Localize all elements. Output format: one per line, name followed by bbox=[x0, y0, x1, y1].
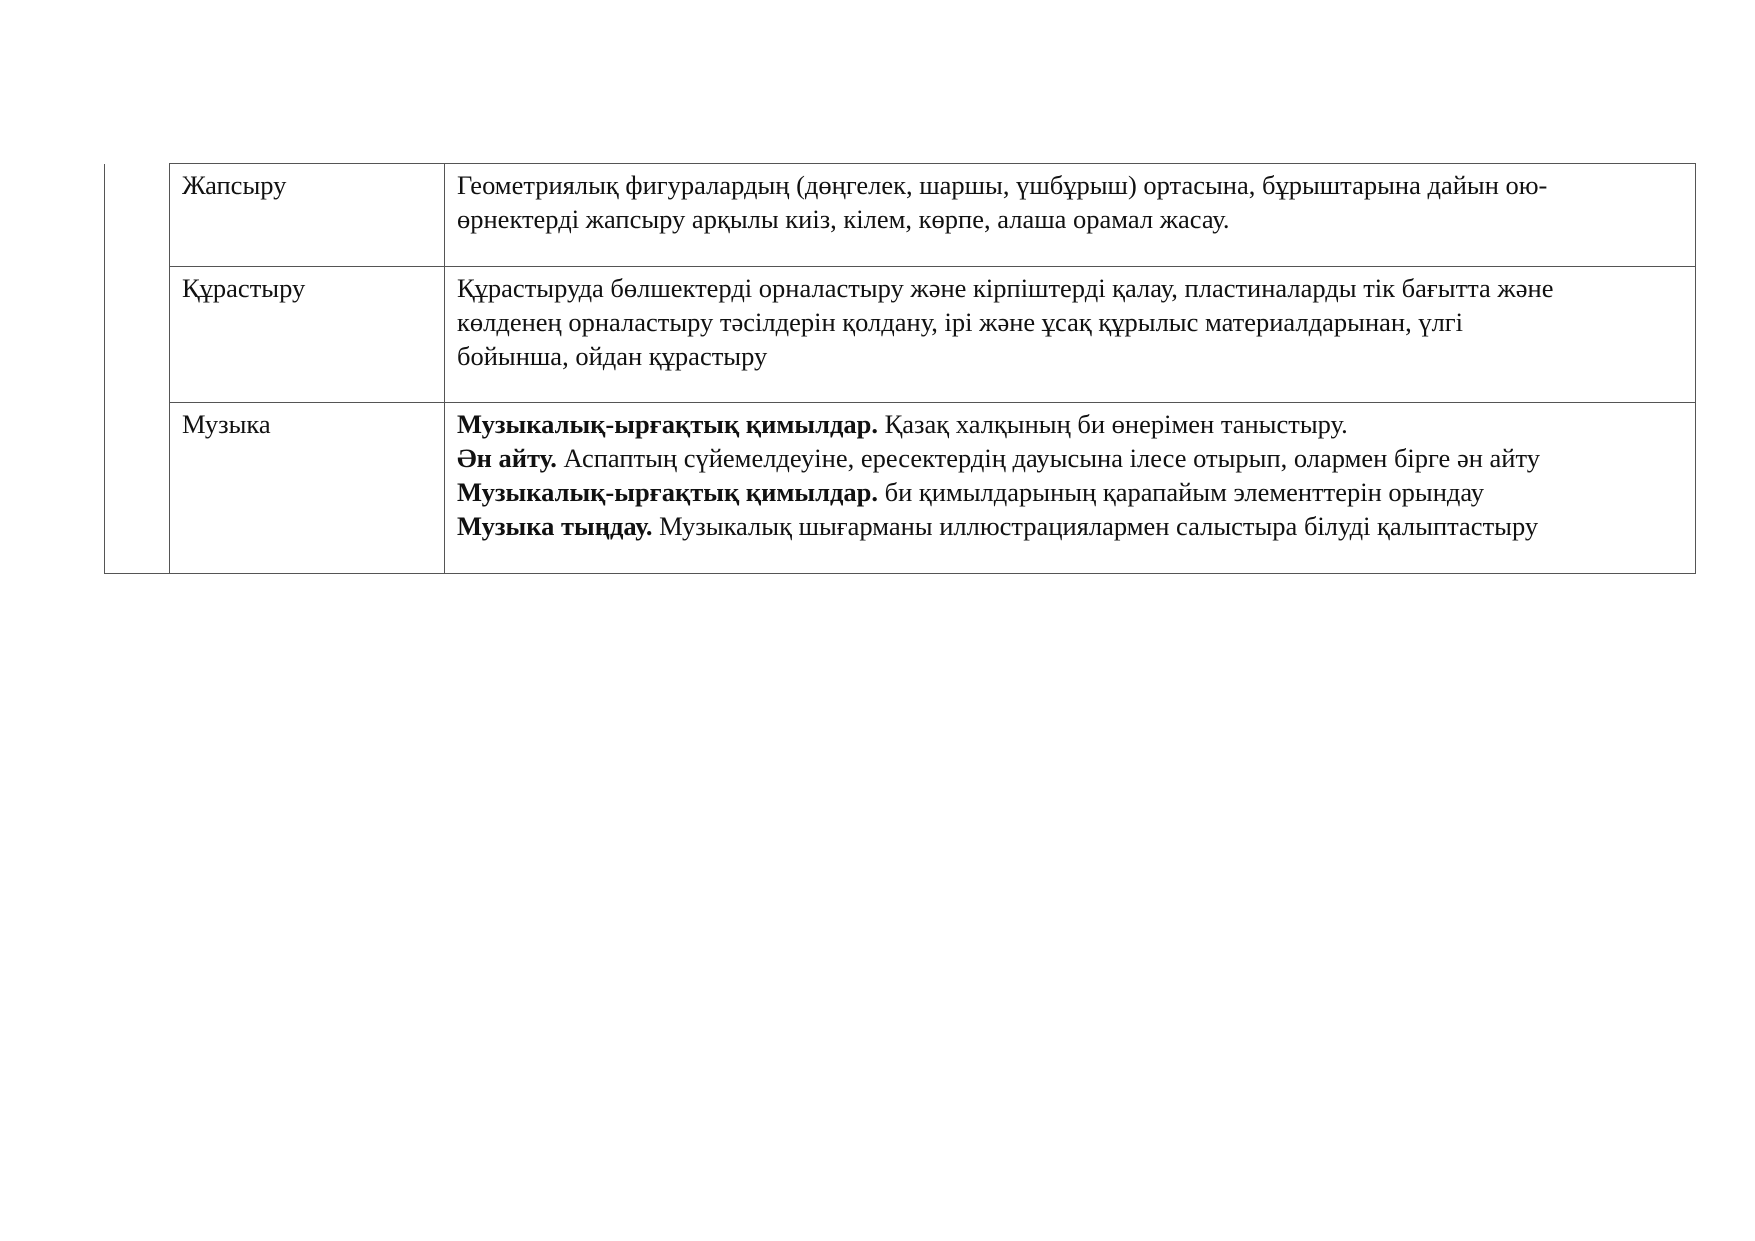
table-row bbox=[105, 164, 1696, 267]
activity-cell bbox=[170, 403, 445, 574]
table-row bbox=[105, 267, 1696, 403]
description-line: Құрастыруда бөлшектерді орналастыру және кірпіштерді қалау, пластиналарды тік бағытта және bbox=[457, 273, 1554, 303]
activity-name: Құрастыру bbox=[182, 273, 306, 303]
music-item-text: Аспаптың сүйемелдеуіне, ересектердің дауысына ілесе отырып, олармен бірге ән айту bbox=[556, 443, 1540, 473]
description-cell bbox=[445, 164, 1696, 267]
description-line: өрнектерді жапсыру арқылы киіз, кілем, көрпе, алаша орамал жасау. bbox=[457, 204, 1230, 234]
music-item-heading: Музыкалық-ырғақтық қимылдар. bbox=[457, 409, 878, 439]
activity-cell bbox=[170, 267, 445, 403]
table-row bbox=[105, 403, 1696, 574]
music-item-heading: Ән айту. bbox=[457, 443, 557, 473]
table-cell-empty bbox=[105, 267, 170, 403]
music-item bbox=[457, 407, 1683, 441]
description-line: бойынша, ойдан құрастыру bbox=[457, 341, 768, 371]
music-item-text: Қазақ халқының би өнерімен таныстыру. bbox=[878, 409, 1348, 439]
table-cell-empty bbox=[105, 403, 170, 574]
music-item-text: би қимылдарының қарапайым элементтерін орындау bbox=[878, 477, 1485, 507]
music-item-text: Музыкалық шығарманы иллюстрациялармен салыстыра білуді қалыптастыру bbox=[652, 511, 1539, 541]
description-line: көлденең орналастыру тәсілдерін қолдану, ірі және ұсақ құрылыс материалдарынан, үлгі bbox=[457, 307, 1464, 337]
music-item bbox=[457, 509, 1683, 543]
activity-name: Музыка bbox=[182, 409, 271, 439]
music-item-heading: Музыкалық-ырғақтық қимылдар. bbox=[457, 477, 878, 507]
music-item bbox=[457, 441, 1683, 475]
activity-cell bbox=[170, 164, 445, 267]
description-line: Геометриялық фигуралардың (дөңгелек, шаршы, үшбұрыш) ортасына, бұрыштарына дайын ою- bbox=[457, 170, 1548, 200]
music-item bbox=[457, 475, 1683, 509]
activity-name: Жапсыру bbox=[182, 170, 287, 200]
table-cell-empty bbox=[105, 164, 170, 267]
music-item-heading: Музыка тыңдау. bbox=[457, 511, 653, 541]
curriculum-table bbox=[104, 163, 1696, 574]
description-cell bbox=[445, 403, 1696, 574]
description-cell bbox=[445, 267, 1696, 403]
